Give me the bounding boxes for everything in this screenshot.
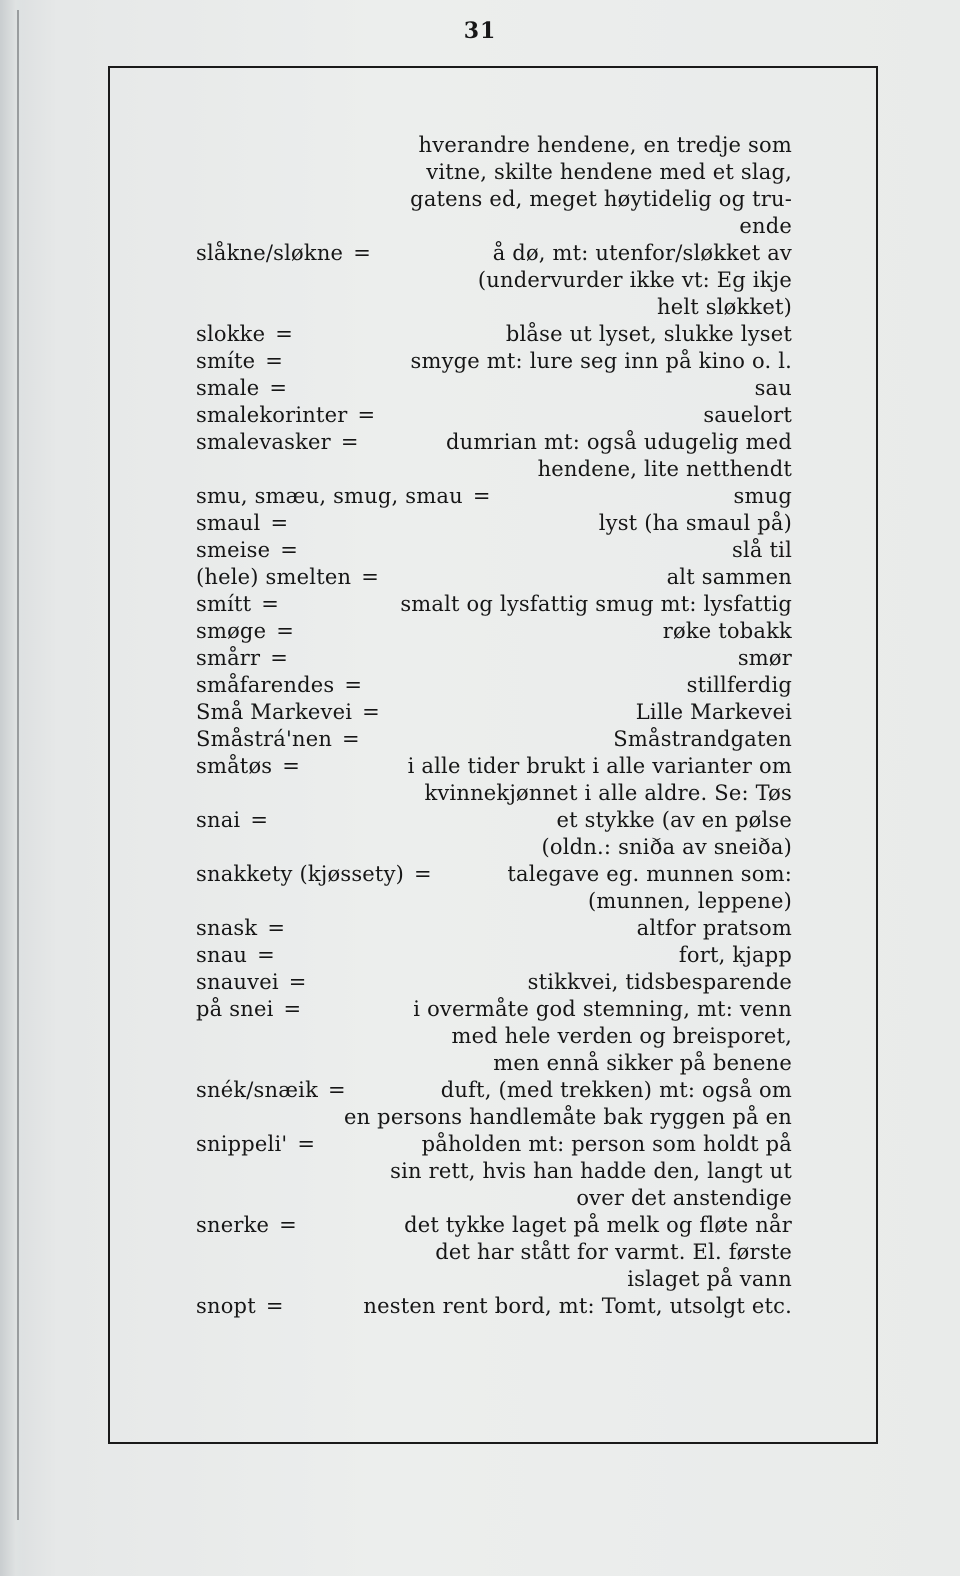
book-spine-shadow (0, 0, 26, 1576)
glossary-entry (196, 645, 792, 672)
entry-term: snau (196, 943, 248, 967)
entry-first-line (196, 1293, 792, 1320)
entry-definition: smør (737, 646, 792, 670)
intro-continuation (196, 132, 792, 240)
glossary-entry (196, 321, 792, 348)
entry-term: på snei (196, 997, 274, 1021)
equals-sign: = (344, 673, 363, 697)
glossary-entry (196, 726, 792, 753)
glossary-entry (196, 1212, 792, 1293)
glossary-entry (196, 699, 792, 726)
glossary-entry (196, 618, 792, 645)
entry-definition: i overmåte god stemning, mt: venn (413, 997, 792, 1021)
entry-term: Småstrá'nen (196, 727, 333, 751)
glossary-entry (196, 861, 792, 915)
entry-definition: blåse ut lyset, slukke lyset (505, 322, 792, 346)
entry-term: Små Markevei (196, 700, 353, 724)
glossary-entry (196, 537, 792, 564)
entry-definition: alt sammen (666, 565, 792, 589)
entry-continuation: det har stått for varmt. El. første (435, 1240, 792, 1264)
glossary-entry (196, 672, 792, 699)
equals-sign: = (362, 700, 380, 724)
entry-term: smale (196, 376, 260, 400)
entry-continuation: hendene, lite netthendt (537, 457, 792, 481)
page-number: 31 (463, 18, 497, 44)
entry-definition: lyst (ha smaul på) (598, 511, 792, 535)
glossary-entry (196, 564, 792, 591)
intro-line: ende (739, 214, 792, 238)
equals-sign: = (342, 727, 360, 751)
equals-sign: = (275, 322, 294, 346)
glossary-entry (196, 969, 792, 996)
entry-definition: smalt og lysfattig smug mt: lysfattig (400, 592, 792, 616)
entry-first-line (196, 564, 792, 591)
entry-definition: fort, kjapp (678, 943, 792, 967)
glossary-entry (196, 510, 792, 537)
entry-first-line (196, 591, 792, 618)
glossary-entry (196, 1077, 792, 1131)
glossary-entry (196, 375, 792, 402)
entry-first-line (196, 726, 792, 753)
entry-definition: nesten rent bord, mt: Tomt, utsolgt etc. (363, 1294, 792, 1318)
equals-sign: = (265, 1294, 284, 1318)
glossary-entry (196, 240, 792, 321)
entry-term: smeise (196, 538, 271, 562)
entry-first-line (196, 537, 792, 564)
entry-first-line (196, 672, 792, 699)
equals-sign: = (288, 970, 307, 994)
entry-first-line (196, 375, 792, 402)
equals-sign: = (270, 646, 289, 670)
equals-sign: = (250, 808, 269, 832)
entry-first-line (196, 240, 792, 267)
glossary-entry (196, 753, 792, 807)
entry-definition: røke tobakk (662, 619, 792, 643)
entry-definition: altfor pratsom (636, 916, 792, 940)
entry-definition: i alle tider brukt i alle varianter om (407, 754, 792, 778)
equals-sign: = (279, 1213, 297, 1237)
equals-sign: = (267, 916, 286, 940)
equals-sign: = (361, 565, 379, 589)
entry-definition: et stykke (av en pølse (556, 808, 792, 832)
entry-term: snék/snæik (196, 1078, 319, 1102)
equals-sign: = (261, 592, 280, 616)
entry-term: snakkety (kjøssety) (196, 862, 405, 886)
entry-continuation: helt sløkket) (656, 295, 792, 319)
equals-sign: = (283, 997, 302, 1021)
entry-first-line (196, 510, 792, 537)
equals-sign: = (270, 511, 289, 535)
entry-term: snai (196, 808, 241, 832)
entry-definition: stillferdig (686, 673, 792, 697)
entry-definition: slå til (732, 538, 792, 562)
entry-definition: sauelort (703, 403, 792, 427)
entry-first-line (196, 861, 792, 888)
entry-first-line (196, 429, 792, 456)
entry-first-line (196, 807, 792, 834)
entry-continuation: over det anstendige (576, 1186, 792, 1210)
entry-first-line (196, 645, 792, 672)
equals-sign: = (328, 1078, 346, 1102)
entry-continuation: kvinnekjønnet i alle aldre. Se: Tøs (424, 781, 792, 805)
glossary-entry (196, 591, 792, 618)
equals-sign: = (276, 619, 295, 643)
page-gutter-line (17, 10, 19, 1520)
equals-sign: = (357, 403, 376, 427)
entry-definition: smug (733, 484, 792, 508)
glossary-entry (196, 402, 792, 429)
entry-term: småfarendes (196, 673, 335, 697)
entry-continuation: (undervurder ikke vt: Eg ikje (477, 268, 792, 292)
entry-term: slåkne/sløkne (196, 241, 344, 265)
glossary-entry (196, 429, 792, 483)
entry-term: snauvei (196, 970, 279, 994)
entry-definition: påholden mt: person som holdt på (421, 1132, 792, 1156)
entry-definition: talegave eg. munnen som: (507, 862, 792, 886)
equals-sign: = (414, 862, 432, 886)
entry-definition: Småstrandgaten (613, 727, 792, 751)
intro-line: gatens ed, meget høytidelig og tru- (410, 187, 792, 211)
glossary-entry (196, 1131, 792, 1212)
entry-first-line (196, 348, 792, 375)
entry-continuation: men ennå sikker på benene (493, 1051, 792, 1075)
entry-definition: det tykke laget på melk og fløte når (404, 1213, 792, 1237)
intro-line: hverandre hendene, en tredje som (418, 133, 792, 157)
entry-term: smíte (196, 349, 256, 373)
entry-term: (hele) smelten (196, 565, 352, 589)
entry-definition: å dø, mt: utenfor/sløkket av (492, 241, 792, 265)
equals-sign: = (297, 1132, 316, 1156)
entry-definition: Lille Markevei (635, 700, 792, 724)
glossary-entry (196, 483, 792, 510)
entry-term: snippeli' (196, 1132, 288, 1156)
entry-continuation: en persons handlemåte bak ryggen på en (343, 1105, 792, 1129)
entry-first-line (196, 753, 792, 780)
intro-line: vitne, skilte hendene med et slag, (426, 160, 792, 184)
entry-first-line (196, 1131, 792, 1158)
glossary-entry (196, 915, 792, 942)
entry-term: smítt (196, 592, 252, 616)
equals-sign: = (340, 430, 359, 454)
equals-sign: = (269, 376, 288, 400)
glossary-entry (196, 996, 792, 1077)
entry-first-line (196, 1077, 792, 1104)
entry-definition: stikkvei, tidsbesparende (527, 970, 792, 994)
entry-term: smøge (196, 619, 267, 643)
entry-first-line (196, 915, 792, 942)
glossary-entry (196, 942, 792, 969)
entry-term: snerke (196, 1213, 270, 1237)
entry-term: snask (196, 916, 258, 940)
equals-sign: = (257, 943, 275, 967)
entry-term: smu, smæu, smug, smau (196, 484, 463, 508)
glossary-entry (196, 348, 792, 375)
equals-sign: = (280, 538, 299, 562)
entry-continuation: med hele verden og breisporet, (451, 1024, 792, 1048)
entry-term: smårr (196, 646, 261, 670)
entry-continuation: islaget på vann (627, 1267, 792, 1291)
glossary-entry (196, 807, 792, 861)
entry-term: smaul (196, 511, 261, 535)
entry-definition: smyge mt: lure seg inn på kino o. l. (410, 349, 792, 373)
entry-term: småtøs (196, 754, 273, 778)
entry-first-line (196, 969, 792, 996)
equals-sign: = (265, 349, 284, 373)
entry-first-line (196, 1212, 792, 1239)
entry-first-line (196, 996, 792, 1023)
equals-sign: = (282, 754, 301, 778)
entry-list (196, 240, 792, 1320)
entry-first-line (196, 402, 792, 429)
entry-term: smalekorinter (196, 403, 348, 427)
entry-first-line (196, 942, 792, 969)
entry-definition: dumrian mt: også udugelig med (445, 430, 792, 454)
entry-first-line (196, 321, 792, 348)
entry-term: snopt (196, 1294, 256, 1318)
glossary-entry (196, 1293, 792, 1320)
entry-first-line (196, 618, 792, 645)
entry-definition: duft, (med trekken) mt: også om (440, 1078, 792, 1102)
entry-continuation: (oldn.: sniða av sneiða) (541, 835, 792, 859)
equals-sign: = (472, 484, 491, 508)
glossary-list (196, 132, 792, 1320)
entry-continuation: sin rett, hvis han hadde den, langt ut (390, 1159, 792, 1183)
entry-first-line (196, 699, 792, 726)
entry-first-line (196, 483, 792, 510)
equals-sign: = (353, 241, 371, 265)
entry-continuation: (munnen, leppene) (588, 889, 792, 913)
entry-definition: sau (754, 376, 792, 400)
entry-term: slokke (196, 322, 266, 346)
entry-term: smalevasker (196, 430, 331, 454)
